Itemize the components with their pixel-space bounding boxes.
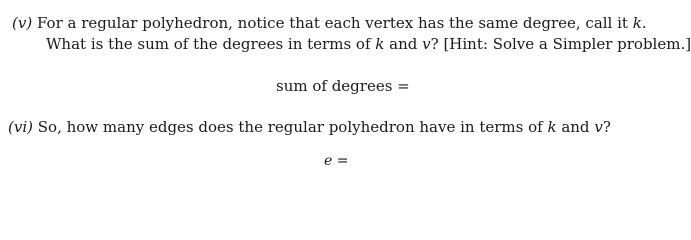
variable-k: k: [375, 35, 385, 53]
problem-vi-text: So, how many edges does the regular polyhedron have in terms of: [37, 118, 543, 136]
question-mark: ?: [602, 118, 611, 136]
answer-v-prompt: [276, 77, 410, 95]
problem-v-text-1: For a regular polyhedron, notice that each vertex has the same degree, call it: [36, 14, 628, 32]
problem-v-line-1: [12, 14, 647, 32]
problem-v-text-2: What is the sum of the degrees in terms of: [46, 35, 371, 53]
sum-of-degrees-label: sum of degrees =: [276, 77, 410, 95]
problem-vi-label: (vi): [8, 118, 33, 136]
variable-e: e: [324, 153, 333, 169]
period: .: [641, 14, 647, 32]
problem-vi-line: [8, 118, 611, 136]
conjunction-and: and: [389, 35, 418, 53]
variable-v: v: [422, 35, 431, 53]
variable-k: k: [547, 118, 557, 136]
conjunction-and: and: [561, 118, 590, 136]
variable-k: k: [632, 14, 642, 32]
equals-sign: =: [336, 153, 349, 169]
answer-vi-prompt: [324, 152, 348, 170]
variable-v: v: [594, 118, 603, 136]
problem-v-line-2: [46, 35, 691, 53]
problem-v-text-3: ? [Hint: Solve a Simpler problem.]: [430, 35, 691, 53]
problem-v-label: (v): [12, 14, 33, 32]
